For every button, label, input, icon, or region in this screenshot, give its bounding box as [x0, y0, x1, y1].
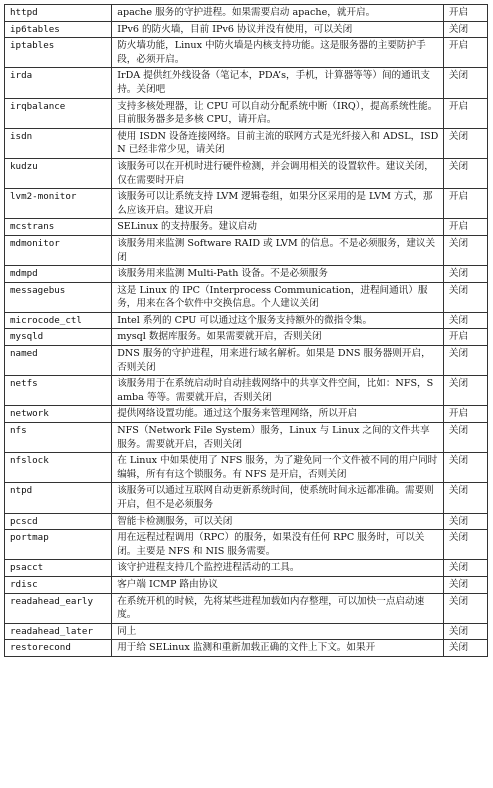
- service-description: 用在远程过程调用（RPC）的服务，如果没有任何 RPC 服务时，可以关闭。主要是 NFS 和 NIS 服务需要。: [112, 530, 444, 560]
- service-status: 关闭: [443, 128, 487, 158]
- service-name: microcode_ctl: [5, 312, 112, 329]
- service-name: ntpd: [5, 483, 112, 513]
- service-name: mdmonitor: [5, 235, 112, 265]
- service-description: 该服务用来监测 Multi-Path 设备。不是必须服务: [112, 266, 444, 283]
- service-status: 关闭: [443, 530, 487, 560]
- service-name: psacct: [5, 560, 112, 577]
- service-status: 关闭: [443, 158, 487, 188]
- service-description: 该服务用来监测 Software RAID 或 LVM 的信息。不是必须服务，建议关闭: [112, 235, 444, 265]
- service-status: 关闭: [443, 282, 487, 312]
- table-row: [5, 282, 488, 312]
- service-name: messagebus: [5, 282, 112, 312]
- table-row: [5, 576, 488, 593]
- service-description: NFS（Network File System）服务，Linux 与 Linux 之间的文件共享服务。需要就开启，否则关闭: [112, 423, 444, 453]
- table-row: [5, 423, 488, 453]
- service-name: portmap: [5, 530, 112, 560]
- service-status: 关闭: [443, 593, 487, 623]
- services-table-body: [5, 5, 488, 657]
- table-row: [5, 5, 488, 22]
- service-description: 在 Linux 中如果使用了 NFS 服务，为了避免同一个文件被不同的用户同时编辑，所有有这个锁服务。有 NFS 是开启，否则关闭: [112, 453, 444, 483]
- service-status: 关闭: [443, 576, 487, 593]
- service-status: 关闭: [443, 423, 487, 453]
- service-description: 在系统开机的时候，先将某些进程加载如内存整理，可以加快一点启动速度。: [112, 593, 444, 623]
- service-name: nfslock: [5, 453, 112, 483]
- table-row: [5, 68, 488, 98]
- service-description: 智能卡检测服务，可以关闭: [112, 513, 444, 530]
- service-name: rdisc: [5, 576, 112, 593]
- service-status: 开启: [443, 38, 487, 68]
- service-name: netfs: [5, 376, 112, 406]
- table-row: [5, 235, 488, 265]
- service-name: named: [5, 346, 112, 376]
- service-status: 开启: [443, 189, 487, 219]
- service-description: 该服务可以通过互联网自动更新系统时间，使系统时间永远都准确。需要则开启，但不是必须服务: [112, 483, 444, 513]
- service-name: restorecond: [5, 640, 112, 657]
- table-row: [5, 266, 488, 283]
- service-status: 关闭: [443, 640, 487, 657]
- services-table: [4, 4, 488, 657]
- service-status: 关闭: [443, 376, 487, 406]
- table-row: [5, 38, 488, 68]
- table-row: [5, 128, 488, 158]
- service-status: 关闭: [443, 560, 487, 577]
- service-description: 该守护进程支持几个监控进程活动的工具。: [112, 560, 444, 577]
- service-description: 客户端 ICMP 路由协议: [112, 576, 444, 593]
- service-name: iptables: [5, 38, 112, 68]
- service-name: network: [5, 406, 112, 423]
- service-status: 关闭: [443, 346, 487, 376]
- service-description: 该服务可以让系统支持 LVM 逻辑卷组，如果分区采用的是 LVM 方式，那么应该开启。建议开启: [112, 189, 444, 219]
- service-status: 开启: [443, 98, 487, 128]
- service-status: 关闭: [443, 235, 487, 265]
- table-row: [5, 312, 488, 329]
- table-row: [5, 158, 488, 188]
- service-description: apache 服务的守护进程。如果需要启动 apache，就开启。: [112, 5, 444, 22]
- table-row: [5, 453, 488, 483]
- table-row: [5, 329, 488, 346]
- service-description: mysql 数据库服务。如果需要就开启，否则关闭: [112, 329, 444, 346]
- service-description: 该服务用于在系统启动时自动挂载网络中的共享文件空间，比如：NFS，Samba 等等。需要就开启，否则关闭: [112, 376, 444, 406]
- service-name: pcscd: [5, 513, 112, 530]
- table-row: [5, 376, 488, 406]
- service-name: irqbalance: [5, 98, 112, 128]
- service-description: 同上: [112, 623, 444, 640]
- table-row: [5, 98, 488, 128]
- service-name: nfs: [5, 423, 112, 453]
- service-name: irda: [5, 68, 112, 98]
- service-description: 支持多核处理器，让 CPU 可以自动分配系统中断（IRQ），提高系统性能。目前服务器多是多核 CPU，请开启。: [112, 98, 444, 128]
- service-name: mcstrans: [5, 219, 112, 236]
- service-status: 开启: [443, 406, 487, 423]
- service-status: 关闭: [443, 68, 487, 98]
- service-name: lvm2-monitor: [5, 189, 112, 219]
- service-name: mysqld: [5, 329, 112, 346]
- service-description: IPv6 的防火墙，目前 IPv6 协议并没有使用，可以关闭: [112, 21, 444, 38]
- service-description: 使用 ISDN 设备连接网络。目前主流的联网方式是光纤接入和 ADSL，ISDN 已经非常少见，请关闭: [112, 128, 444, 158]
- service-status: 关闭: [443, 453, 487, 483]
- service-status: 关闭: [443, 483, 487, 513]
- table-row: [5, 483, 488, 513]
- service-name: readahead_early: [5, 593, 112, 623]
- service-name: mdmpd: [5, 266, 112, 283]
- service-status: 开启: [443, 219, 487, 236]
- service-description: 该服务可以在开机时进行硬件检测，并会调用相关的设置软件。建议关闭，仅在需要时开启: [112, 158, 444, 188]
- table-row: [5, 219, 488, 236]
- table-row: [5, 560, 488, 577]
- service-status: 关闭: [443, 266, 487, 283]
- table-row: [5, 21, 488, 38]
- service-status: 关闭: [443, 21, 487, 38]
- service-description: IrDA 提供红外线设备（笔记本，PDA’s，手机，计算器等等）间的通讯支持。关闭吧: [112, 68, 444, 98]
- table-row: [5, 406, 488, 423]
- service-status: 开启: [443, 329, 487, 346]
- table-row: [5, 640, 488, 657]
- table-row: [5, 530, 488, 560]
- service-name: httpd: [5, 5, 112, 22]
- service-name: readahead_later: [5, 623, 112, 640]
- service-description: SELinux 的支持服务。建议启动: [112, 219, 444, 236]
- service-name: kudzu: [5, 158, 112, 188]
- service-status: 关闭: [443, 623, 487, 640]
- service-description: 用于给 SELinux 监测和重新加载正确的文件上下文。如果开: [112, 640, 444, 657]
- service-name: isdn: [5, 128, 112, 158]
- service-description: 防火墙功能，Linux 中防火墙是内核支持功能。这是服务器的主要防护手段，必须开启。: [112, 38, 444, 68]
- service-description: 这是 Linux 的 IPC（Interprocess Communication，进程间通讯）服务，用来在各个软件中交换信息。个人建议关闭: [112, 282, 444, 312]
- service-status: 关闭: [443, 312, 487, 329]
- service-status: 关闭: [443, 513, 487, 530]
- service-name: ip6tables: [5, 21, 112, 38]
- service-status: 开启: [443, 5, 487, 22]
- table-row: [5, 346, 488, 376]
- table-row: [5, 593, 488, 623]
- service-description: Intel 系列的 CPU 可以通过这个服务支持额外的微指令集。: [112, 312, 444, 329]
- table-row: [5, 623, 488, 640]
- service-description: 提供网络设置功能。通过这个服务来管理网络，所以开启: [112, 406, 444, 423]
- service-description: DNS 服务的守护进程，用来进行域名解析。如果是 DNS 服务器则开启，否则关闭: [112, 346, 444, 376]
- table-row: [5, 513, 488, 530]
- table-row: [5, 189, 488, 219]
